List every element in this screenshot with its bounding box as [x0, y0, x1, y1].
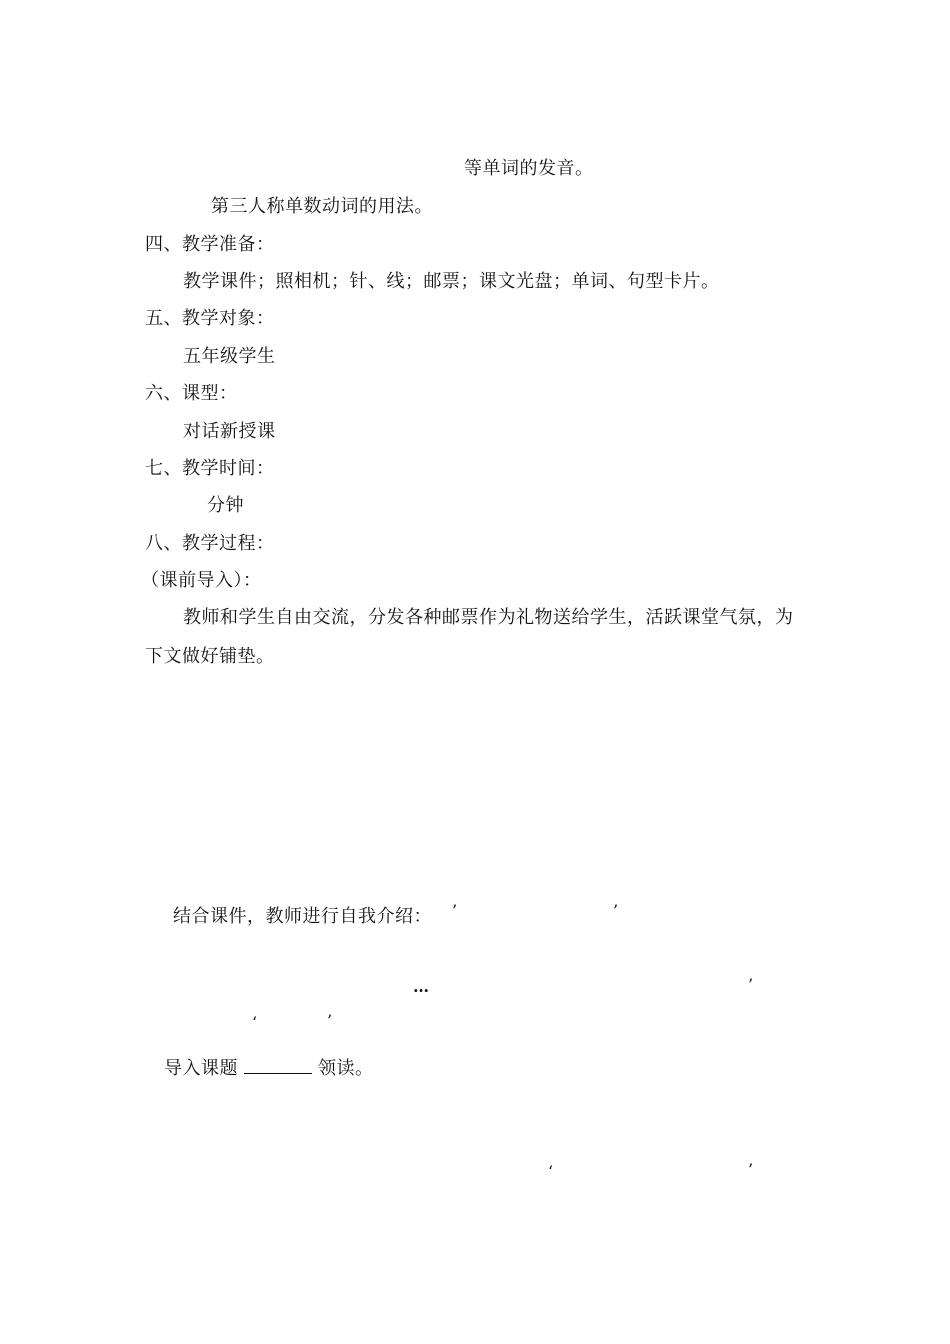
lead-reading-label: 领读。 [318, 1058, 374, 1079]
text-line-third-person: 第三人称单数动词的用法。 [211, 196, 433, 217]
section-heading-preparation: 四、教学准备： [145, 234, 275, 255]
comma-mark: ’ [327, 1011, 333, 1030]
comma-mark: ’ [748, 975, 754, 994]
apostrophe-mark: ’ [613, 901, 619, 920]
quote-open-mark: ‘ [548, 1162, 554, 1181]
text-line-self-intro: 结合课件，教师进行自我介绍： [173, 906, 432, 927]
section-heading-duration: 七、教学时间： [145, 458, 275, 479]
text-line-warmup-label: （课前导入）： [141, 570, 262, 591]
quote-open-mark: ‘ [252, 1013, 258, 1032]
ellipsis-mark: … [413, 977, 429, 996]
section-heading-lesson-type: 六、课型： [145, 383, 238, 404]
text-line-pronunciation: 等单词的发音。 [464, 158, 594, 179]
section-heading-audience: 五、教学对象： [145, 308, 275, 329]
text-line-grade: 五年级学生 [183, 346, 276, 367]
text-line-topic-intro [164, 1055, 374, 1080]
section-heading-process: 八、教学过程： [145, 533, 275, 554]
topic-intro-label: 导入课题 [164, 1058, 238, 1079]
text-line-minutes: 分钟 [207, 495, 244, 516]
text-line-lesson-type: 对话新授课 [183, 421, 276, 442]
comma-mark: ’ [748, 1160, 754, 1179]
fill-in-blank [244, 1055, 312, 1074]
text-line-warmup-body: 教师和学生自由交流，分发各种邮票作为礼物送给学生，活跃课堂气氛，为 [183, 607, 794, 628]
text-line-warmup-body-cont: 下文做好铺垫。 [145, 646, 275, 667]
apostrophe-mark: ’ [452, 901, 458, 920]
text-line-materials: 教学课件；照相机；针、线；邮票；课文光盘；单词、句型卡片。 [183, 271, 720, 292]
